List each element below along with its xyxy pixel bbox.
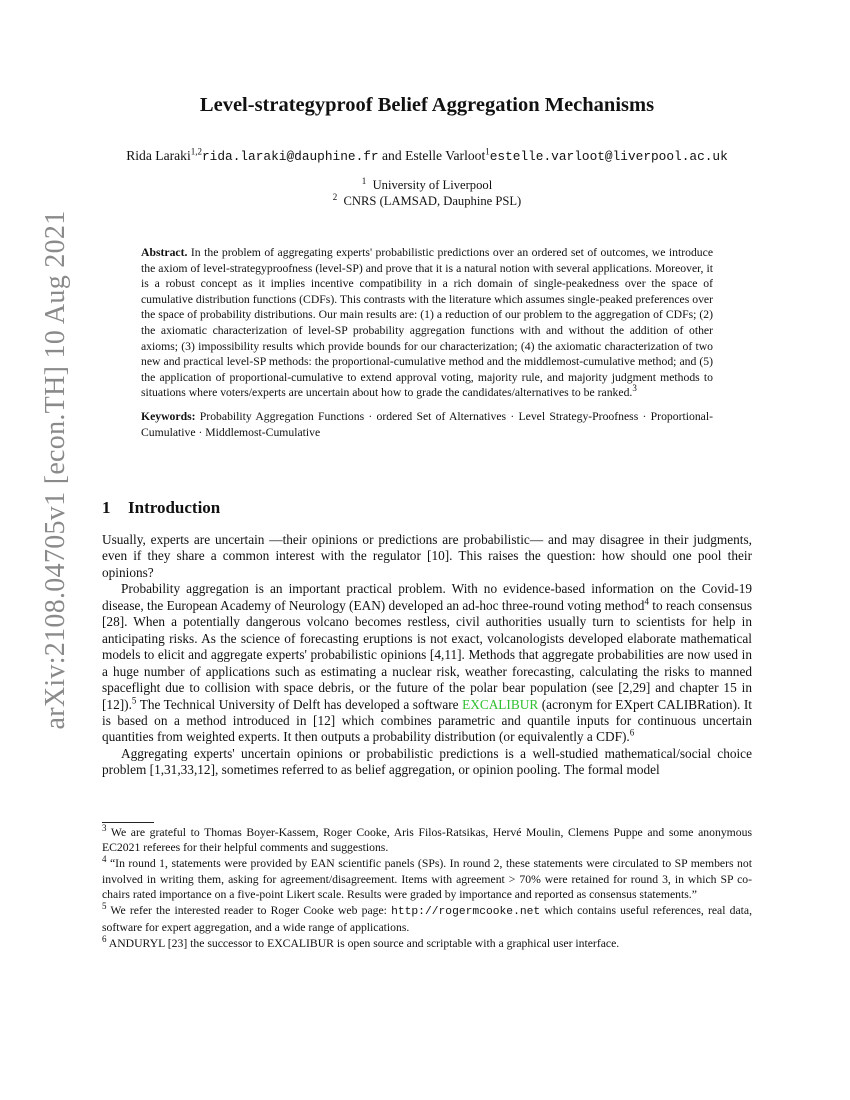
footnote-ref-4[interactable]: 4 <box>644 596 649 607</box>
author-email-link[interactable]: estelle.varloot@liverpool.ac.uk <box>489 149 728 164</box>
author-email-link[interactable]: rida.laraki@dauphine.fr <box>201 149 379 164</box>
section-body <box>102 532 752 779</box>
abstract-paragraph <box>141 245 713 401</box>
affiliation-2 <box>102 191 752 209</box>
keywords-label: Keywords: <box>141 409 196 423</box>
arxiv-identifier: arXiv:2108.04705v1 [econ.TH] 10 Aug 2021 <box>40 210 71 730</box>
keywords-paragraph <box>141 409 713 440</box>
footnotes <box>102 825 752 953</box>
affiliation-name: University of Liverpool <box>372 178 493 192</box>
excalibur-link[interactable]: EXCALIBUR <box>462 696 539 712</box>
footnote-mark: 6 <box>102 934 107 945</box>
author-conjunction: and <box>378 148 406 163</box>
footnote-6: $^6$ ANDURYL [23] the successor to EXCALIBUR is open source and scriptable with a graphical user interface. <box>102 934 620 951</box>
paper-title: Level-strategyproof Belief Aggregation Mechanisms <box>199 94 655 116</box>
footnote-4: $^4$ “In round 1, statements were provided by EAN scientific panels (SPs). In round 2, these statements were circulated to SP members not involved in writing them, asking for agreement/disagreement. Items with agreement > 70% were retained for round 3, in which SP co-chairs rated importance on a five-point Likert scale. Results were graded by importance and reported as consensus statements.” <box>102 854 752 901</box>
body-paragraph-2: Probability aggregation is an important practical problem. With no evidence-based information on the Covid-19 disease, the European Academy of Neurology (EAN) developed an ad-hoc three-round voting method$^4$ to reach consensus [28]. When a potentially dangerous volcano becomes restless, civil authorities usually turn to scientists for help in anticipating risks. As the science of forecasting eruptions is not exact, volcanologists developed elaborate mathematical models to elicit and aggregate experts' probabilistic opinions [4,11]. Methods that aggregate probabilities are now used in a huge number of applications such as estimating a nuclear risk, weather forecasting, calculating the risks to manned spaceflight due to collision with space debris, or the future of the polar bear population (see [2,29] and chapter 15 in [12]).$^5$ The Technical University of Delft has developed a software EXCALIBUR (acronym for EXpert CALIBRation). It is based on a method introduced in [12] which combines parametric and quantile inputs for continuous uncertain quantities from weighted experts. It then outputs a probability distribution (or equivalently a CDF).$^6$ <box>102 581 752 745</box>
cooke-web-link[interactable]: http://rogermcooke.net <box>391 906 541 919</box>
body-paragraph-3: Aggregating experts' uncertain opinions or probabilistic predictions is a well-studied mathematical/social choice problem [1,31,33,12], sometimes referred to as belief aggregation, or opinion pooling. The formal model <box>102 745 752 778</box>
author-name: Rida Laraki <box>126 148 191 163</box>
footnote-ref-3[interactable]: 3 <box>632 383 637 394</box>
footnote-divider <box>102 822 154 823</box>
author-name: Estelle Varloot <box>405 148 486 163</box>
abstract-text: In the problem of aggregating experts' probabilistic predictions over an ordered set of outcomes, we introduce the axiom of level-strategyproofness (level-SP) and prove that it is a natural notion with several applications. Moreover, it is a robust concept as it implies incentive compatibility in a rich domain of single-peakedness over the space of cumulative distribution functions (CDFs). This contrasts with the literature which assumes single-peaked preferences over the space of probability distributions. Our main results are: (1) a reduction of our problem to the aggregation of CDFs; (2) the axiomatic characterization of level-SP probability aggregation functions with and without the addition of other axioms; (3) impossibility results which provide bounds for our characterization; (4) the axiomatic characterization of two new and practical level-SP methods: the proportional-cumulative method and the middlemost-cumulative method; and (5) the application of proportional-cumulative to extend approval voting, majority rule, and majority judgment methods to situations where voters/experts are uncertain about how to grade the candidates/alternatives to be ranked. <box>141 246 713 400</box>
affiliation-mark: 2 <box>332 191 338 202</box>
footnote-ref-6[interactable]: 6 <box>629 728 635 739</box>
footnote-ref-5[interactable]: 5 <box>131 695 137 706</box>
author-affiliation-mark: 1 <box>485 146 490 157</box>
abstract-block <box>141 245 713 440</box>
footnote-mark: 3 <box>102 823 107 834</box>
abstract-label: Abstract. <box>141 246 188 259</box>
author-affiliation-mark: 1,2 <box>190 146 202 157</box>
footnote-5: $^5$ We refer the interested reader to Roger Cooke web page: http://rogermcooke.net which contains useful references, real data, software for expert aggregation, and a wide range of applications. <box>102 901 752 935</box>
author-line <box>102 148 752 164</box>
footnote-mark: 4 <box>102 854 107 865</box>
body-paragraph-1: Usually, experts are uncertain —their opinions or predictions are probabilistic— and may disagree in their judgments, even if they share a common interest with the regulator [10]. This raises the question: how should one pool their opinions? <box>102 532 752 580</box>
section-number: 1 <box>102 498 111 517</box>
affiliation-name: CNRS (LAMSAD, Dauphine PSL) <box>343 194 522 208</box>
affiliation-1 <box>102 175 752 193</box>
footnote-mark: 5 <box>102 901 107 912</box>
footnote-3: $^3$ We are grateful to Thomas Boyer-Kassem, Roger Cooke, Aris Filos-Ratsikas, Hervé Moulin, Clemens Puppe and some anonymous EC2021 referees for their helpful comments and suggestions. <box>102 823 752 855</box>
section-title: Introduction <box>128 498 221 517</box>
keywords-text: Probability Aggregation Functions · ordered Set of Alternatives · Level Strategy-Proofness · Proportional-Cumulative · Middlemost-Cumulative <box>141 409 713 439</box>
affiliation-mark: 1 <box>361 175 367 186</box>
section-heading-introduction <box>102 498 220 518</box>
